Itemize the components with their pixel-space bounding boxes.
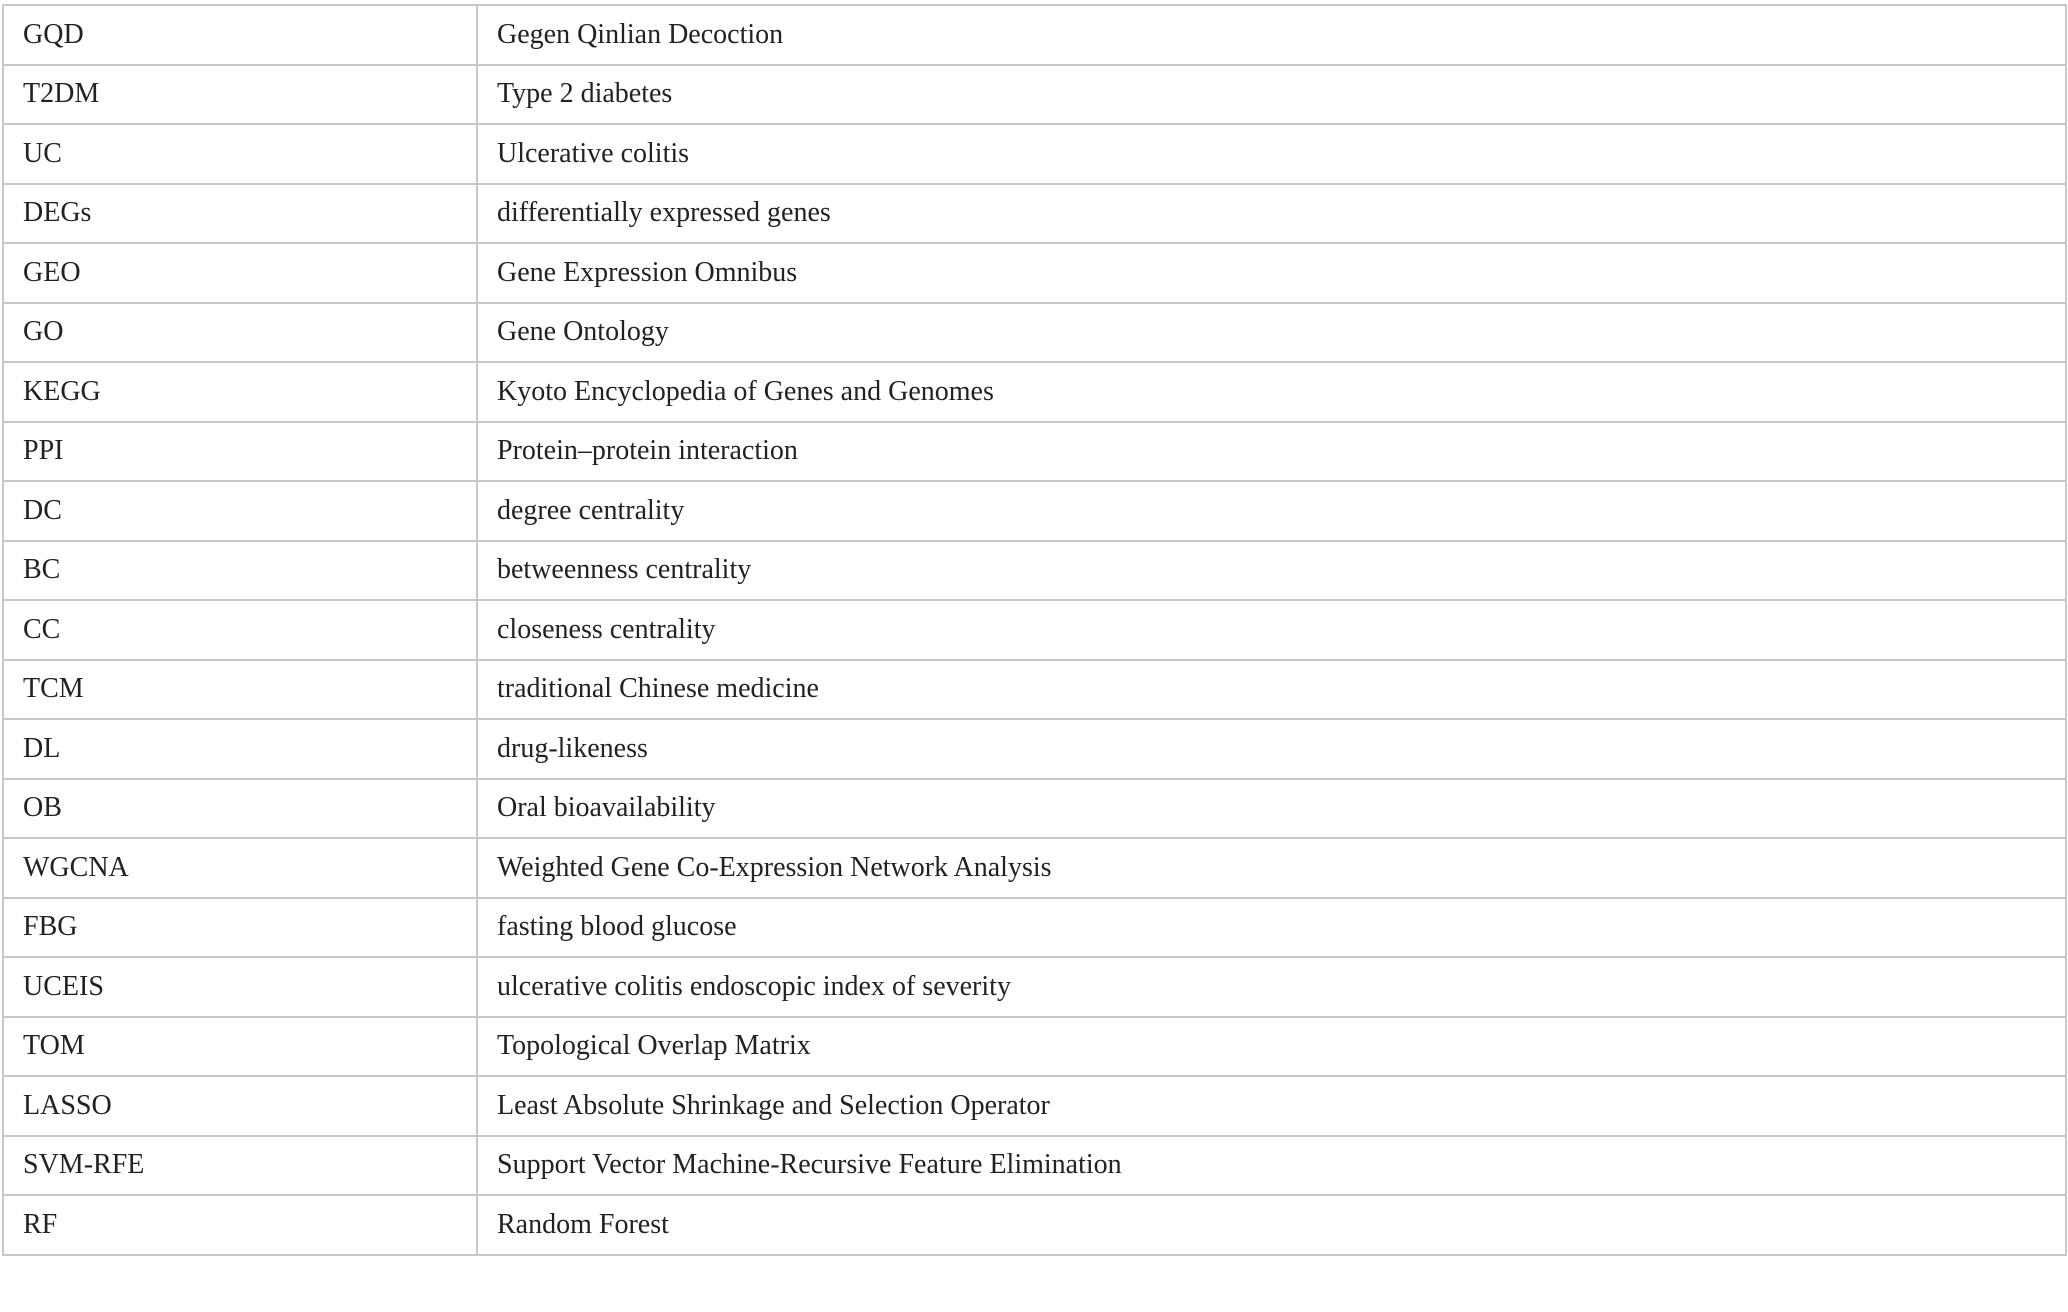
abbreviation-cell: UC — [3, 124, 477, 184]
abbreviation-cell: T2DM — [3, 65, 477, 125]
table-row — [3, 124, 2066, 184]
abbreviation-cell: OB — [3, 779, 477, 839]
table-row — [3, 481, 2066, 541]
abbreviation-cell: BC — [3, 541, 477, 601]
table-row — [3, 5, 2066, 65]
abbreviation-cell: TCM — [3, 660, 477, 720]
abbreviation-cell: KEGG — [3, 362, 477, 422]
definition-cell: Weighted Gene Co-Expression Network Analysis — [477, 838, 2066, 898]
abbreviations-table — [2, 4, 2067, 1256]
abbreviation-cell: PPI — [3, 422, 477, 482]
definition-cell: closeness centrality — [477, 600, 2066, 660]
table-row — [3, 1136, 2066, 1196]
table-row — [3, 719, 2066, 779]
definition-cell: degree centrality — [477, 481, 2066, 541]
definition-cell: Oral bioavailability — [477, 779, 2066, 839]
table-row — [3, 303, 2066, 363]
table-row — [3, 600, 2066, 660]
abbreviation-cell: GEO — [3, 243, 477, 303]
definition-cell: Support Vector Machine-Recursive Feature Elimination — [477, 1136, 2066, 1196]
definition-cell: ulcerative colitis endoscopic index of severity — [477, 957, 2066, 1017]
abbreviation-cell: TOM — [3, 1017, 477, 1077]
table-row — [3, 898, 2066, 958]
definition-cell: Type 2 diabetes — [477, 65, 2066, 125]
table-row — [3, 779, 2066, 839]
definition-cell: drug-likeness — [477, 719, 2066, 779]
abbreviation-cell: SVM-RFE — [3, 1136, 477, 1196]
abbreviation-cell: LASSO — [3, 1076, 477, 1136]
abbreviation-cell: DL — [3, 719, 477, 779]
table-row — [3, 1017, 2066, 1077]
definition-cell: betweenness centrality — [477, 541, 2066, 601]
table-row — [3, 65, 2066, 125]
definition-cell: Protein–protein interaction — [477, 422, 2066, 482]
definition-cell: traditional Chinese medicine — [477, 660, 2066, 720]
definition-cell: Gene Expression Omnibus — [477, 243, 2066, 303]
definition-cell: Ulcerative colitis — [477, 124, 2066, 184]
definition-cell: fasting blood glucose — [477, 898, 2066, 958]
definition-cell: Kyoto Encyclopedia of Genes and Genomes — [477, 362, 2066, 422]
definition-cell: Least Absolute Shrinkage and Selection Operator — [477, 1076, 2066, 1136]
table-row — [3, 243, 2066, 303]
abbreviation-cell: RF — [3, 1195, 477, 1255]
abbreviation-cell: CC — [3, 600, 477, 660]
definition-cell: differentially expressed genes — [477, 184, 2066, 244]
abbreviation-cell: UCEIS — [3, 957, 477, 1017]
table-row — [3, 957, 2066, 1017]
abbreviation-cell: GO — [3, 303, 477, 363]
abbreviation-cell: FBG — [3, 898, 477, 958]
abbreviation-cell: GQD — [3, 5, 477, 65]
abbreviations-table-body — [3, 5, 2066, 1255]
table-row — [3, 422, 2066, 482]
table-row — [3, 1076, 2066, 1136]
table-row — [3, 362, 2066, 422]
table-row — [3, 541, 2066, 601]
definition-cell: Gegen Qinlian Decoction — [477, 5, 2066, 65]
abbreviation-cell: WGCNA — [3, 838, 477, 898]
abbreviation-cell: DEGs — [3, 184, 477, 244]
table-row — [3, 184, 2066, 244]
table-row — [3, 838, 2066, 898]
definition-cell: Gene Ontology — [477, 303, 2066, 363]
definition-cell: Topological Overlap Matrix — [477, 1017, 2066, 1077]
abbreviation-cell: DC — [3, 481, 477, 541]
definition-cell: Random Forest — [477, 1195, 2066, 1255]
table-row — [3, 660, 2066, 720]
table-row — [3, 1195, 2066, 1255]
